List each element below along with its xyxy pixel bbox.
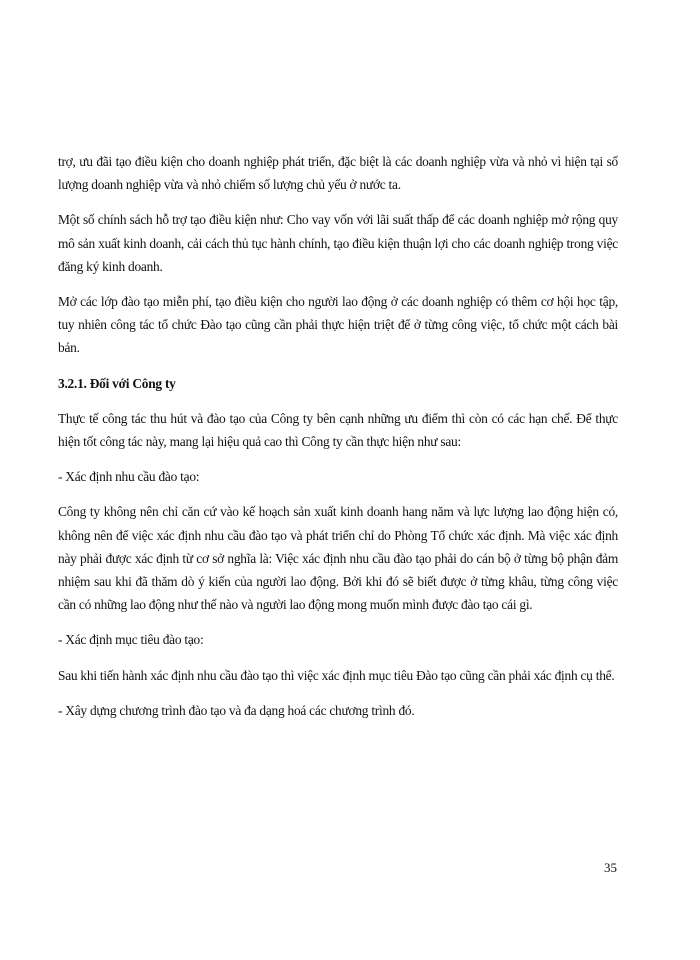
- page-number: 35: [604, 860, 617, 875]
- page-content: [58, 150, 618, 734]
- paragraph-support-policies: Một số chính sách hỗ trợ tạo điều kiện như: Cho vay vốn với lãi suất thấp để các doanh nghiệp mở rộng quy mô sản xuất kinh doanh, cải cách thủ tục hành chính, tạo điều kiện thuận lợi cho các doanh nghiệp trong việc đăng ký kinh doanh.: [58, 212, 618, 274]
- paragraph-free-training: Mở các lớp đào tạo miễn phí, tạo điều kiện cho người lao động ở các doanh nghiệp có thêm cơ hội học tập, tuy nhiên công tác tổ chức Đào tạo cũng cần phải thực hiện triệt để ở từng công việc, tổ chức một cách bài bản.: [58, 294, 618, 356]
- bullet-training-goals: - Xác định mục tiêu đào tạo:: [58, 632, 204, 648]
- paragraph-training-goals: Sau khi tiến hành xác định nhu cầu đào tạo thì việc xác định mục tiêu Đào tạo cũng cần phải xác định cụ thể.: [58, 667, 615, 683]
- paragraph-training-needs: Công ty không nên chỉ căn cứ vào kế hoạch sản xuất kinh doanh hang năm và lực lượng lao động hiện có, không nên để việc xác định nhu cầu đào tạo và phát triển chỉ do Phòng Tổ chức xác định. Mà việc xác định này phải được xác định từ cơ sở nghĩa là: Việc xác định nhu cầu đào tạo phải do cán bộ ở từng bộ phận đảm nhiệm sau khi đã thăm dò ý kiến của người lao động. Bởi khi đó sẽ biết được ở từng khâu, từng công việc cần có những lao động như thế nào và người lao động mong muốn mình được đào tạo cái gì.: [58, 504, 618, 613]
- bullet-training-program: - Xây dựng chương trình đào tạo và đa dạng hoá các chương trình đó.: [58, 702, 415, 718]
- section-heading: 3.2.1. Đối với Công ty: [58, 375, 176, 391]
- bullet-training-needs: - Xác định nhu cầu đào tạo:: [58, 469, 200, 485]
- paragraph-company-reality: Thực tế công tác thu hút và đào tạo của Công ty bên cạnh những ưu điểm thì còn có các hạn chế. Để thực hiện tốt công tác này, mang lại hiệu quả cao thì Công ty cần thực hiện như sau:: [58, 410, 618, 450]
- paragraph-support-continued: trợ, ưu đãi tạo điều kiện cho doanh nghiệp phát triển, đặc biệt là các doanh nghiệp vừa và nhỏ vì hiện tại số lượng doanh nghiệp vừa và nhỏ chiếm số lượng chủ yếu ở nước ta.: [58, 154, 618, 193]
